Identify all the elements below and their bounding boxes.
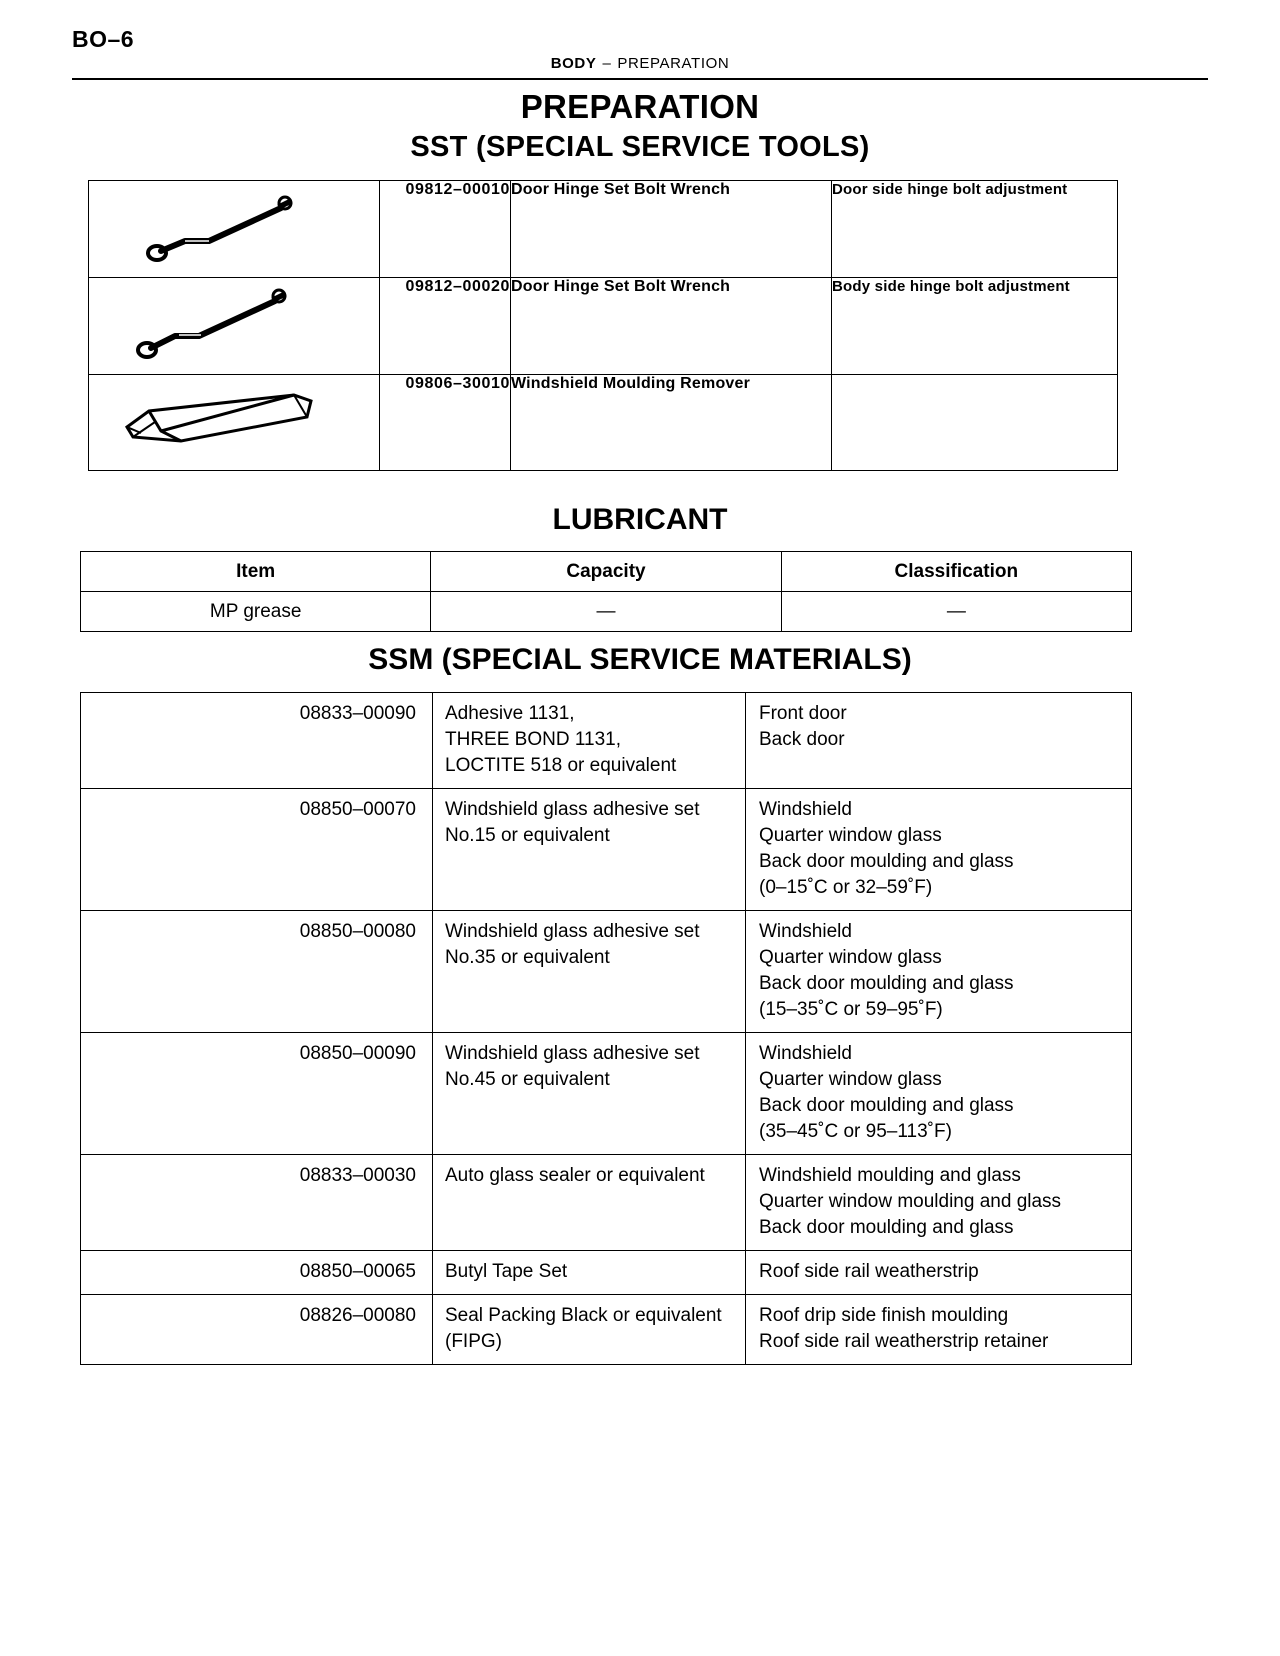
ssm-description-line: LOCTITE 518 or equivalent [445,755,677,776]
ssm-part-number: 08833–00090 [81,693,433,789]
sst-section-title: SST (SPECIAL SERVICE TOOLS) [410,131,870,163]
wrench-bent-icon [89,278,379,374]
sst-tool-name: Door Hinge Set Bolt Wrench [511,181,832,278]
ssm-application [746,1155,1132,1251]
ssm-description [433,1251,746,1295]
ssm-part-number: 08850–00065 [81,1251,433,1295]
column-header-item: Item [81,552,431,592]
ssm-description [433,693,746,789]
sst-figure-cell [89,181,380,278]
ssm-part-number: 08826–00080 [81,1295,433,1365]
table-row [81,693,1132,789]
ssm-description [433,1155,746,1251]
ssm-application [746,1251,1132,1295]
ssm-application [746,789,1132,911]
table-row [81,1033,1132,1155]
ssm-description [433,1033,746,1155]
lubricant-table [80,551,1132,632]
ssm-application-line: Front door [759,703,847,724]
ssm-application [746,1295,1132,1365]
ssm-table [80,692,1132,1365]
sst-figure-cell [89,375,380,471]
ssm-application-line: Back door moulding and glass [759,1217,1014,1238]
ssm-description-line: Seal Packing Black or equivalent [445,1305,722,1326]
page-title: PREPARATION [520,88,760,125]
sst-tool-use [832,375,1118,471]
ssm-part-number: 08850–00080 [81,911,433,1033]
sst-tool-use: Body side hinge bolt adjustment [832,278,1118,375]
ssm-description-line: THREE BOND 1131, [445,729,621,750]
sst-part-number: 09812–00020 [380,278,511,375]
ssm-application-line: (15–35˚C or 59–95˚F) [759,999,943,1020]
ssm-application-line: Windshield [759,1043,852,1064]
table-row [81,1251,1132,1295]
sst-part-number: 09806–30010 [380,375,511,471]
ssm-description-line: Butyl Tape Set [445,1261,568,1282]
ssm-part-number: 08833–00030 [81,1155,433,1251]
table-header-row [81,552,1132,592]
ssm-application-line: Quarter window glass [759,1069,942,1090]
ssm-application-line: Quarter window moulding and glass [759,1191,1062,1212]
sst-tool-name: Door Hinge Set Bolt Wrench [511,278,832,375]
moulding-remover-icon [89,375,379,470]
ssm-application-line: Quarter window glass [759,947,942,968]
ssm-description-line: Auto glass sealer or equivalent [445,1165,705,1186]
sst-tool-name: Windshield Moulding Remover [511,375,832,471]
ssm-application [746,911,1132,1033]
column-header-classification: Classification [781,552,1131,592]
ssm-application-line: Windshield [759,799,852,820]
ssm-description-line: Windshield glass adhesive set [445,799,700,820]
ssm-description-line: (FIPG) [445,1331,502,1352]
ssm-application-line: Windshield moulding and glass [759,1165,1021,1186]
table-row [81,911,1132,1033]
ssm-description [433,1295,746,1365]
header-topic: PREPARATION [617,55,730,72]
ssm-application-line: (35–45˚C or 95–113˚F) [759,1121,952,1142]
table-row [81,1155,1132,1251]
ssm-part-number: 08850–00070 [81,789,433,911]
lubricant-item: MP grease [81,592,431,632]
ssm-description [433,911,746,1033]
ssm-description [433,789,746,911]
table-row [81,789,1132,911]
table-row [89,375,1118,471]
sst-part-number: 09812–00010 [380,181,511,278]
ssm-part-number: 08850–00090 [81,1033,433,1155]
ssm-application-line: Roof side rail weatherstrip retainer [759,1331,1049,1352]
ssm-application-line: Back door moulding and glass [759,973,1014,994]
ssm-application-line: Back door [759,729,845,750]
wrench-bent-icon [89,181,379,277]
sst-table [88,180,1118,471]
ssm-application-line: Roof drip side finish moulding [759,1305,1009,1326]
ssm-application-line: Back door moulding and glass [759,1095,1014,1116]
header-dash: – [602,55,612,72]
lubricant-classification: — [781,592,1131,632]
ssm-description-line: Adhesive 1131, [445,703,575,724]
ssm-application [746,1033,1132,1155]
ssm-description-line: No.45 or equivalent [445,1069,610,1090]
page-header [0,55,1280,72]
column-header-capacity: Capacity [431,552,781,592]
ssm-description-line: No.35 or equivalent [445,947,610,968]
ssm-application [746,693,1132,789]
ssm-description-line: Windshield glass adhesive set [445,921,700,942]
header-section: BODY [550,55,597,72]
table-row [89,181,1118,278]
lubricant-section-title: LUBRICANT [552,503,728,536]
ssm-application-line: Roof side rail weatherstrip [759,1261,979,1282]
ssm-description-line: No.15 or equivalent [445,825,610,846]
sst-figure-cell [89,278,380,375]
header-divider [72,78,1208,80]
ssm-description-line: Windshield glass adhesive set [445,1043,700,1064]
ssm-application-line: Windshield [759,921,852,942]
ssm-application-line: Quarter window glass [759,825,942,846]
ssm-application-line: (0–15˚C or 32–59˚F) [759,877,933,898]
ssm-section-title: SSM (SPECIAL SERVICE MATERIALS) [368,643,912,676]
sst-tool-use: Door side hinge bolt adjustment [832,181,1118,278]
table-row [81,1295,1132,1365]
ssm-application-line: Back door moulding and glass [759,851,1014,872]
lubricant-capacity: — [431,592,781,632]
table-row [81,592,1132,632]
page-number: BO–6 [72,26,135,52]
table-row [89,278,1118,375]
